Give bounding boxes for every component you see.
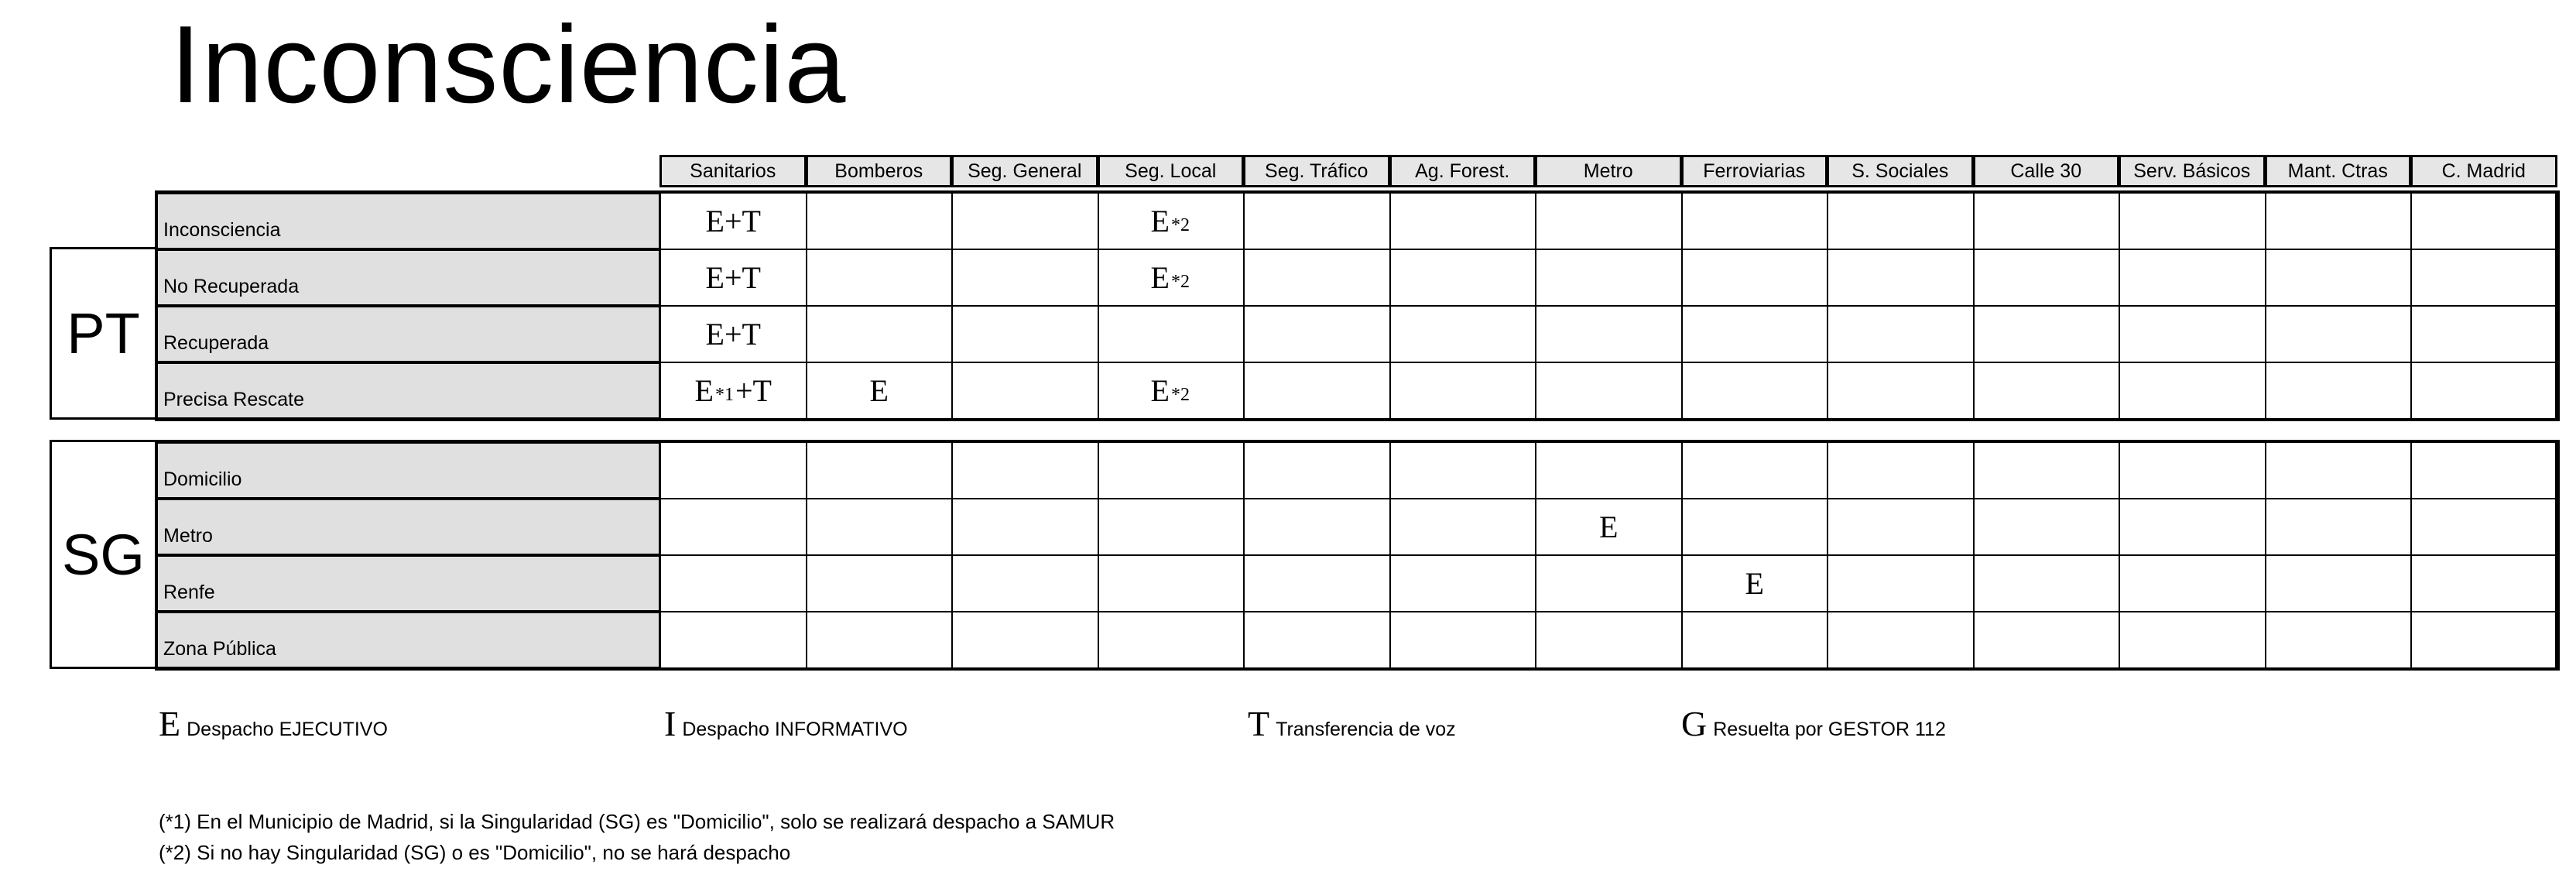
table-cell: [951, 249, 1099, 307]
table-cell: [806, 611, 954, 669]
section-label-pt: PT: [50, 247, 155, 420]
table-cell: [951, 554, 1099, 612]
column-header: S. Sociales: [1827, 155, 1974, 187]
table-cell: E+T: [659, 249, 807, 307]
table-cell: [1681, 441, 1829, 499]
table-cell: [2119, 192, 2266, 250]
column-header: Ferroviarias: [1681, 155, 1828, 187]
column-header: Serv. Básicos: [2119, 155, 2266, 187]
legend-letter: I: [664, 704, 677, 743]
table-cell: [2410, 554, 2558, 612]
footnote-2: (*2) Si no hay Singularidad (SG) o es "Domicilio", no se hará despacho: [159, 841, 791, 864]
table-cell: [1681, 611, 1829, 669]
row-label: Recuperada: [155, 305, 661, 363]
table-cell: [2119, 554, 2266, 612]
table-cell: [1973, 249, 2121, 307]
table-cell: [2265, 305, 2413, 363]
table-cell: [2265, 554, 2413, 612]
table-cell: [806, 249, 954, 307]
table-cell: [1681, 498, 1829, 556]
table-cell: [806, 192, 954, 250]
table-cell: [951, 192, 1099, 250]
column-header: Ag. Forest.: [1389, 155, 1536, 187]
row-label: Zona Pública: [155, 611, 661, 669]
table-cell: [1243, 192, 1391, 250]
table-cell: [1973, 611, 2121, 669]
table-cell: [951, 611, 1099, 669]
table-cell: [2265, 249, 2413, 307]
legend-text: Despacho EJECUTIVO: [187, 719, 388, 740]
column-header: Sanitarios: [659, 155, 807, 187]
table-cell: [1243, 498, 1391, 556]
table-cell: [951, 362, 1099, 420]
table-cell: [2119, 362, 2266, 420]
legend-letter: T: [1248, 704, 1270, 743]
table-cell: [2265, 611, 2413, 669]
table-cell: [1535, 362, 1683, 420]
table-cell: [1243, 554, 1391, 612]
table-cell: [1681, 249, 1829, 307]
table-cell: [2410, 611, 2558, 669]
table-cell: [2119, 498, 2266, 556]
table-cell: [1973, 554, 2121, 612]
row-label: Renfe: [155, 554, 661, 612]
column-header: Calle 30: [1973, 155, 2120, 187]
table-cell: [2119, 249, 2266, 307]
table-cell: [1827, 362, 1975, 420]
row-label: Inconsciencia: [155, 192, 661, 250]
table-cell: [659, 441, 807, 499]
table-cell: [1389, 362, 1537, 420]
table-cell: E: [1535, 498, 1683, 556]
table-cell: [2119, 611, 2266, 669]
page-title: Inconsciencia: [170, 3, 847, 126]
column-header: Seg. General: [951, 155, 1098, 187]
table-cell: E+T: [659, 192, 807, 250]
table-cell: [1098, 554, 1245, 612]
table-cell: [806, 441, 954, 499]
legend-item: [1681, 703, 1946, 744]
legend-item: [664, 703, 908, 744]
legend-letter: G: [1681, 704, 1708, 743]
table-cell: [1389, 441, 1537, 499]
table-cell: [1389, 554, 1537, 612]
section-label-sg: SG: [50, 440, 155, 669]
table-cell: E: [1681, 554, 1829, 612]
table-cell: E $^{*2}$: [1098, 362, 1245, 420]
table-cell: [2265, 362, 2413, 420]
table-cell: [1535, 554, 1683, 612]
column-header: Seg. Local: [1098, 155, 1245, 187]
table-cell: E $^{*2}$: [1098, 192, 1245, 250]
table-cell: [2265, 192, 2413, 250]
table-cell: [1827, 611, 1975, 669]
table-cell: [1098, 441, 1245, 499]
table-cell: [2410, 192, 2558, 250]
table-cell: [1827, 305, 1975, 363]
table-cell: [1973, 498, 2121, 556]
row-label: Metro: [155, 498, 661, 556]
table-cell: [1389, 305, 1537, 363]
table-cell: [1535, 441, 1683, 499]
table-cell: [2410, 362, 2558, 420]
table-cell: [2265, 441, 2413, 499]
table-cell: [1973, 362, 2121, 420]
column-header: Mant. Ctras: [2265, 155, 2412, 187]
table-cell: [1243, 305, 1391, 363]
table-cell: [1535, 305, 1683, 363]
table-cell: [951, 441, 1099, 499]
legend-text: Resuelta por GESTOR 112: [1713, 719, 1946, 740]
table-cell: [659, 498, 807, 556]
table-cell: [659, 611, 807, 669]
table-cell: [1098, 498, 1245, 556]
table-cell: [659, 554, 807, 612]
table-cell: [806, 305, 954, 363]
table-cell: [1389, 249, 1537, 307]
legend-letter: E: [159, 704, 181, 743]
table-cell: [2410, 305, 2558, 363]
table-cell: [951, 498, 1099, 556]
table-cell: [1098, 305, 1245, 363]
table-cell: [2410, 441, 2558, 499]
footnote-1: (*1) En el Municipio de Madrid, si la Singularidad (SG) es "Domicilio", solo se realizará despacho a SAMUR: [159, 810, 1115, 833]
table-cell: [1389, 192, 1537, 250]
table-cell: [1535, 611, 1683, 669]
table-cell: [1389, 498, 1537, 556]
table-cell: [1389, 611, 1537, 669]
table-cell: E $^{*1}$ +T: [659, 362, 807, 420]
column-header: Seg. Tráfico: [1243, 155, 1390, 187]
table-cell: [1681, 305, 1829, 363]
legend-text: Despacho INFORMATIVO: [682, 719, 908, 740]
column-header: C. Madrid: [2410, 155, 2557, 187]
table-cell: [2119, 441, 2266, 499]
table-cell: [2265, 498, 2413, 556]
table-cell: [1827, 192, 1975, 250]
row-label: No Recuperada: [155, 249, 661, 307]
column-header: Bomberos: [806, 155, 953, 187]
table-cell: [1681, 192, 1829, 250]
legend-text: Transferencia de voz: [1276, 719, 1456, 740]
table-cell: [1827, 554, 1975, 612]
table-cell: [806, 498, 954, 556]
legend-item: [1248, 703, 1456, 744]
table-cell: [1681, 362, 1829, 420]
table-cell: [1243, 611, 1391, 669]
row-label: Precisa Rescate: [155, 362, 661, 420]
row-label: Domicilio: [155, 441, 661, 499]
table-cell: [1535, 249, 1683, 307]
table-cell: [2119, 305, 2266, 363]
table-cell: E $^{*2}$: [1098, 249, 1245, 307]
table-cell: [1827, 441, 1975, 499]
table-cell: [1535, 192, 1683, 250]
table-cell: [951, 305, 1099, 363]
table-cell: [2410, 249, 2558, 307]
legend-item: [159, 703, 388, 744]
table-cell: [1098, 611, 1245, 669]
table-cell: [2410, 498, 2558, 556]
table-cell: [1827, 249, 1975, 307]
table-cell: [1243, 249, 1391, 307]
table-cell: [1973, 441, 2121, 499]
column-header: Metro: [1535, 155, 1682, 187]
table-cell: [1973, 192, 2121, 250]
table-cell: [1243, 362, 1391, 420]
table-cell: [1243, 441, 1391, 499]
table-cell: [806, 554, 954, 612]
table-cell: E: [806, 362, 954, 420]
table-cell: [1827, 498, 1975, 556]
table-cell: [1973, 305, 2121, 363]
table-cell: E+T: [659, 305, 807, 363]
